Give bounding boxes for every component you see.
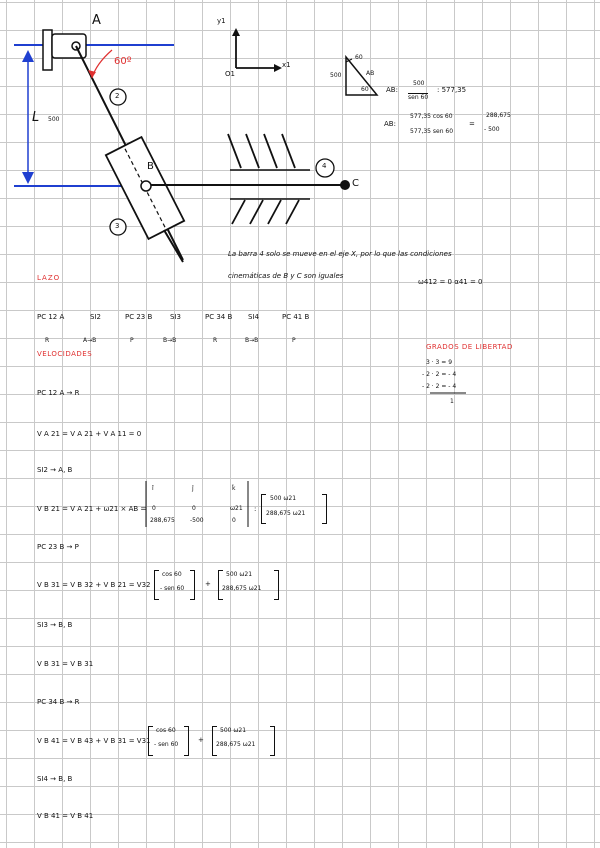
- grados-row-1: 3 · 3 = 9: [426, 359, 453, 366]
- point-a-label: A: [92, 13, 101, 28]
- eq3-result-bottom: 288,675 ω21: [222, 585, 262, 592]
- ab-vector-result-bottom: - 500: [484, 126, 500, 133]
- ab-vector-label: AB:: [384, 120, 396, 128]
- angle-label: 60º: [114, 56, 132, 67]
- axis-y-label: y1: [217, 17, 226, 25]
- det-r2-3: ω21: [230, 505, 243, 512]
- ab-result: : 577,35: [437, 86, 467, 94]
- axis-x-label: x1: [282, 61, 291, 69]
- lazo-under-6: B→B: [245, 337, 259, 344]
- length-value: 500: [48, 116, 60, 123]
- vel-pc23: PC 23 B → P: [37, 543, 79, 551]
- det-i: î: [152, 485, 154, 492]
- det-result-top: 500 ω21: [270, 495, 297, 502]
- eq3-bracket-right: [190, 570, 195, 600]
- dimension-arrow-up-icon: [22, 50, 34, 62]
- link-3-label: 3: [115, 222, 120, 230]
- vel-si2: SI2 → A, B: [37, 466, 73, 474]
- eq5-bracket-right: [184, 726, 189, 756]
- velocidades-title: VELOCIDADES: [37, 350, 93, 358]
- ab-denominator: sen 60: [408, 94, 429, 101]
- lazo-item-3: PC 23 B: [125, 313, 153, 321]
- grados-total: 1: [450, 398, 454, 405]
- vel-eq-1: V A 21 = V A 21 + V A 11 = 0: [37, 430, 142, 438]
- eq5-result-bracket-right: [270, 726, 275, 756]
- det-r2-2: 0: [192, 505, 196, 512]
- link-4-label: 4: [322, 162, 327, 170]
- dimension-arrow-down-icon: [22, 172, 34, 184]
- triangle-angle-bottom: 60: [361, 86, 369, 93]
- grados-row-2: - 2 · 2 = - 4: [422, 371, 457, 378]
- det-result-bottom: 288,675 ω21: [266, 510, 306, 517]
- det-j: ĵ: [192, 485, 194, 492]
- triangle-side-left: 500: [330, 72, 342, 79]
- eq3-cos: cos 60: [162, 571, 182, 578]
- ab-label: AB:: [386, 86, 398, 94]
- lazo-under-5: R: [213, 337, 218, 344]
- det-r3-3: 0: [232, 517, 236, 524]
- triangle-hyp-label: AB: [366, 70, 375, 77]
- eq3-result-top: 500 ω21: [226, 571, 253, 578]
- vel-eq-5: V B 41 = V B 43 + V B 31 = V31: [37, 737, 151, 745]
- det-result-bracket-left: [261, 494, 266, 524]
- lazo-item-4: SI3: [170, 313, 181, 321]
- vel-pc34: PC 34 B → R: [37, 698, 80, 706]
- ab-vector-eq: =: [469, 120, 475, 128]
- det-r3-2: -500: [190, 517, 204, 524]
- origin-label: O1: [225, 70, 235, 78]
- vel-eq-3: V B 31 = V B 32 + V B 21 = V32: [37, 581, 151, 589]
- ab-vector-top: 577,35 cos 60: [410, 113, 453, 120]
- det-r3-1: 288,675: [150, 517, 175, 524]
- grados-row-3: - 2 · 2 = - 4: [422, 383, 457, 390]
- eq5-plus: +: [198, 736, 204, 744]
- vel-eq-6: V B 41 = V B 41: [37, 812, 94, 820]
- ground-hatch-top: [228, 134, 295, 168]
- ground-hatch-bottom: [232, 200, 299, 224]
- det-equals: :: [254, 505, 257, 513]
- lazo-under-3: P: [130, 337, 134, 344]
- lazo-item-5: PC 34 B: [205, 313, 233, 321]
- pin-b-icon: [141, 181, 151, 191]
- lazo-item-7: PC 41 B: [282, 313, 310, 321]
- lazo-under-4: B→B: [163, 337, 177, 344]
- link-2-label: 2: [115, 92, 120, 100]
- grados-title: GRADOS DE LIBERTAD: [426, 343, 513, 351]
- ab-vector-bottom: 577,35 sen 60: [410, 128, 454, 135]
- point-b-label: B: [147, 161, 154, 172]
- eq5-result-top: 500 ω21: [220, 727, 247, 734]
- lazo-item-6: SI4: [248, 313, 259, 321]
- axis-x-arrow-icon: [274, 64, 282, 72]
- vel-eq-2: V B 21 = V A 21 + ω21 × AB =: [37, 505, 147, 513]
- lazo-under-2: A→B: [83, 337, 97, 344]
- eq5-bracket-left: [148, 726, 153, 756]
- ab-numerator: 500: [413, 80, 425, 87]
- axis-y-arrow-icon: [232, 28, 240, 36]
- eq3-plus: +: [205, 580, 211, 588]
- point-c-label: C: [352, 178, 359, 189]
- vel-si3: SI3 → B, B: [37, 621, 73, 629]
- vel-si4: SI4 → B, B: [37, 775, 73, 783]
- point-c-icon: [340, 180, 350, 190]
- lazo-item-2: SI2: [90, 313, 101, 321]
- vel-pc12: PC 12 A → R: [37, 389, 80, 397]
- lazo-item-1: PC 12 A: [37, 313, 65, 321]
- triangle-angle-top: 60: [355, 54, 363, 61]
- lazo-under-1: R: [45, 337, 50, 344]
- eq5-cos: cos 60: [156, 727, 176, 734]
- eq3-sen: - sen 60: [160, 585, 185, 592]
- eq5-result-bottom: 288,675 ω21: [216, 741, 256, 748]
- det-k: k̂: [232, 485, 236, 492]
- note-line-2: cinemáticas de B y C son iguales: [228, 272, 344, 280]
- lazo-under-7: P: [292, 337, 296, 344]
- note-w: ω412 = 0 α41 = 0: [418, 278, 483, 286]
- note-line-1: La barra 4 solo se mueve en el eje X, por lo que las condiciones: [228, 250, 452, 258]
- det-result-bracket-right: [322, 494, 327, 524]
- eq5-sen: - sen 60: [154, 741, 179, 748]
- eq3-result-bracket-right: [274, 570, 279, 600]
- length-label: L: [32, 110, 40, 125]
- vel-eq-4: V B 31 = V B 31: [37, 660, 94, 668]
- eq3-bracket-left: [154, 570, 159, 600]
- angle-arc: [92, 50, 112, 78]
- det-r2-1: 0: [152, 505, 156, 512]
- lazo-title: LAZO: [37, 274, 61, 282]
- ab-vector-result-top: 288,675: [486, 112, 511, 119]
- slider-block-a: [43, 30, 52, 70]
